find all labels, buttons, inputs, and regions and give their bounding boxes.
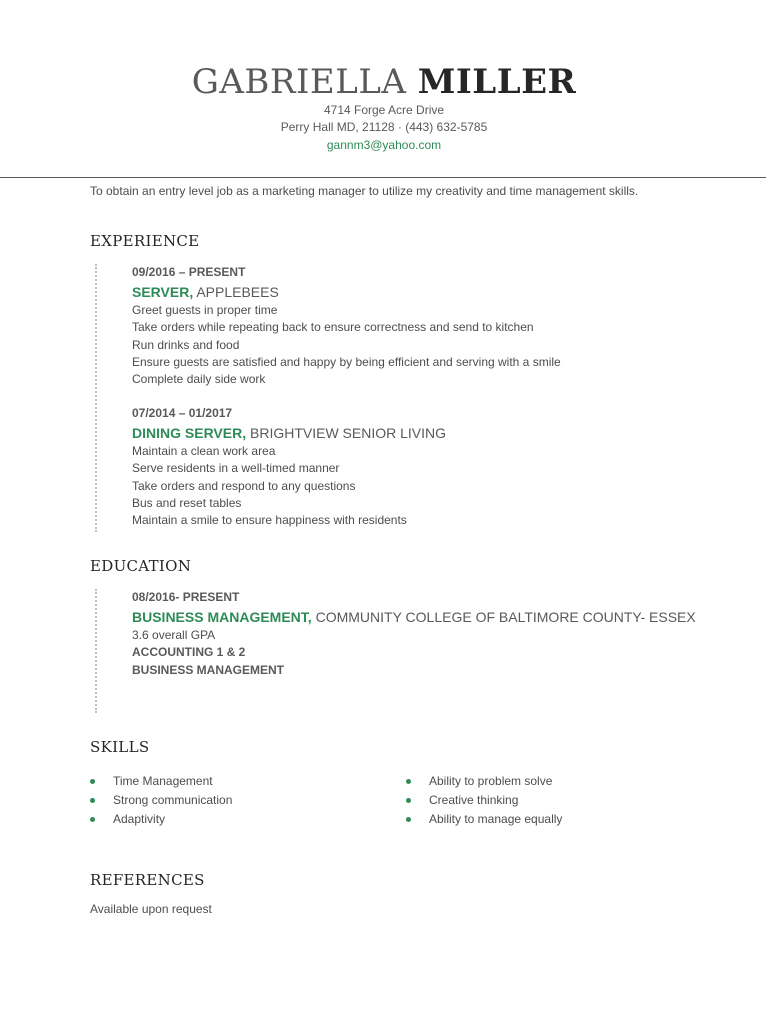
skill-label: Creative thinking <box>429 793 519 807</box>
education-degree <box>132 607 732 627</box>
skill-label: Adaptivity <box>113 812 166 826</box>
job-duty: Maintain a smile to ensure happiness with residents <box>132 513 407 528</box>
job-role <box>132 282 732 302</box>
education-entry <box>132 589 732 679</box>
bullet-icon <box>406 798 411 803</box>
education-date: 08/2016- PRESENT <box>132 590 240 604</box>
education-course: BUSINESS MANAGEMENT <box>132 662 285 677</box>
skill-label: Ability to manage equally <box>429 812 563 826</box>
bullet-icon <box>90 817 95 822</box>
address-line-2: Perry Hall MD, 21128 · (443) 632-5785 <box>280 120 488 134</box>
experience-timeline <box>95 264 97 532</box>
bullet-icon <box>90 779 95 784</box>
job-duty: Bus and reset tables <box>132 495 242 510</box>
education-heading: EDUCATION <box>90 557 192 575</box>
education-gpa: 3.6 overall GPA <box>132 628 216 642</box>
job-duty: Serve residents in a well-timed manner <box>132 461 340 476</box>
objective-text: To obtain an entry level job as a marketing manager to utilize my creativity and time management skills. <box>90 184 639 198</box>
experience-heading: EXPERIENCE <box>90 232 200 250</box>
job-date: 09/2016 – PRESENT <box>132 265 246 279</box>
job-duty: Ensure guests are satisfied and happy by being efficient and serving with a smile <box>132 354 561 369</box>
email-link[interactable]: gannm3@yahoo.com <box>326 138 442 152</box>
bullet-icon <box>406 779 411 784</box>
skill-item <box>406 791 706 810</box>
education-course: ACCOUNTING 1 & 2 <box>132 645 246 660</box>
job-duty: Run drinks and food <box>132 337 240 352</box>
first-name: GABRIELLA <box>191 62 407 102</box>
bullet-icon <box>90 798 95 803</box>
job-employer: BRIGHTVIEW SENIOR LIVING <box>246 425 447 441</box>
job-entry <box>132 405 732 529</box>
education-timeline <box>95 589 97 713</box>
header-divider <box>0 177 766 178</box>
job-duty: Maintain a clean work area <box>132 444 276 458</box>
job-duty: Take orders while repeating back to ensure correctness and send to kitchen <box>132 320 534 335</box>
skills-heading: SKILLS <box>90 738 150 756</box>
job-employer: APPLEBEES <box>193 284 279 300</box>
skill-label: Time Management <box>113 774 213 788</box>
references-text: Available upon request <box>90 902 212 916</box>
skill-label: Strong communication <box>113 793 233 807</box>
job-title: SERVER, <box>132 284 194 300</box>
job-duty: Take orders and respond to any questions <box>132 478 356 493</box>
skill-item <box>90 810 390 829</box>
job-date: 07/2014 – 01/2017 <box>132 406 233 420</box>
job-entry <box>132 264 732 388</box>
skill-item <box>406 810 706 829</box>
address-line-1: 4714 Forge Acre Drive <box>323 103 445 117</box>
job-title: DINING SERVER, <box>132 425 247 441</box>
job-duty: Greet guests in proper time <box>132 303 278 317</box>
bullet-icon <box>406 817 411 822</box>
skill-item <box>90 791 390 810</box>
skills-list-left <box>90 772 390 829</box>
skill-item <box>406 772 706 791</box>
skills-list-right <box>406 772 706 829</box>
degree-title: BUSINESS MANAGEMENT, <box>132 609 312 625</box>
skill-label: Ability to problem solve <box>429 774 553 788</box>
references-heading: REFERENCES <box>90 871 205 889</box>
job-role <box>132 423 732 443</box>
skill-item <box>90 772 390 791</box>
last-name: MILLER <box>417 62 577 102</box>
school-name: COMMUNITY COLLEGE OF BALTIMORE COUNTY- ESSEX <box>311 609 696 625</box>
job-duty: Complete daily side work <box>132 372 266 387</box>
candidate-name <box>0 60 768 104</box>
